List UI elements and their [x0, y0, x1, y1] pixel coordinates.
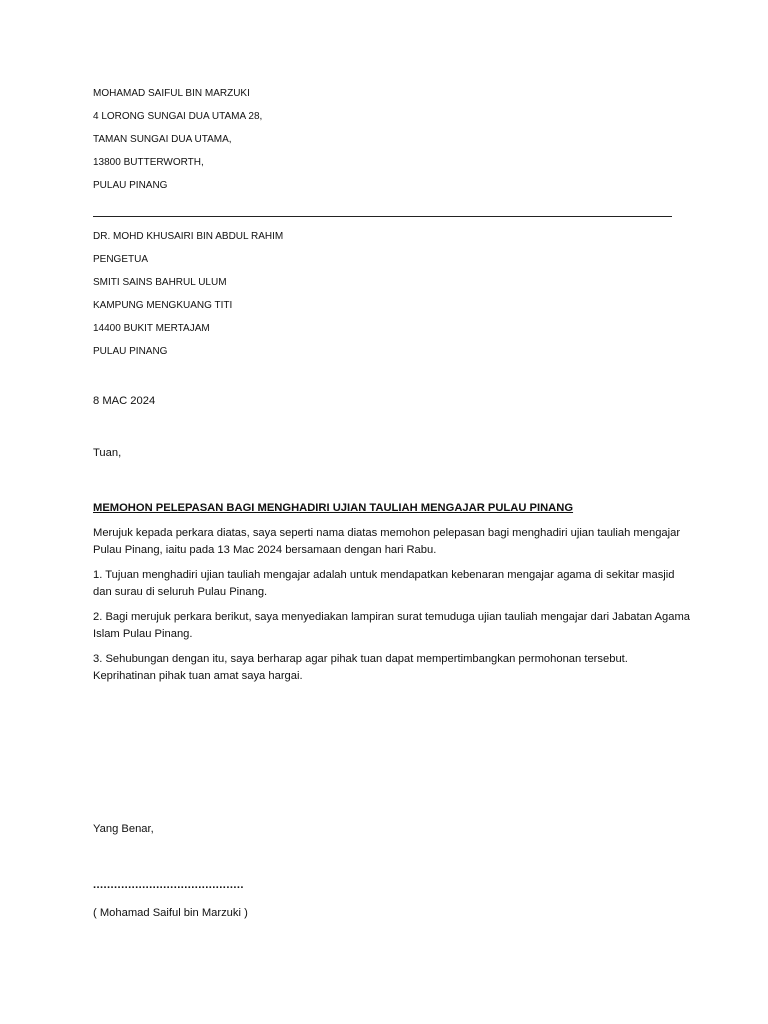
letter-date: 8 MAC 2024 [93, 395, 156, 407]
recipient-address-line-3: 14400 BUKIT MERTAJAM [93, 323, 210, 334]
body-paragraph-1: 1. Tujuan menghadiri ujian tauliah mengajar adalah untuk mendapatkan kebenaran mengajar agama di sekitar masjid dan surau di seluruh Pulau Pinang. [93, 569, 675, 598]
letter-subject: MEMOHON PELEPASAN BAGI MENGHADIRI UJIAN TAULIAH MENGAJAR PULAU PINANG [93, 502, 574, 514]
body-paragraph-3: 3. Sehubungan dengan itu, saya berharap agar pihak tuan dapat mempertimbangkan permohonan tersebut. Keprihatinan pihak tuan amat saya hargai. [93, 653, 628, 682]
signature-name: ( Mohamad Saiful bin Marzuki ) [93, 907, 248, 919]
sender-name: MOHAMAD SAIFUL BIN MARZUKI [93, 88, 250, 99]
closing-phrase: Yang Benar, [93, 823, 154, 835]
sender-address-line-2: TAMAN SUNGAI DUA UTAMA, [93, 134, 232, 145]
recipient-name: DR. MOHD KHUSAIRI BIN ABDUL RAHIM [93, 231, 284, 242]
sender-address-line-1: 4 LORONG SUNGAI DUA UTAMA 28, [93, 111, 263, 122]
sender-address-line-4: PULAU PINANG [93, 180, 168, 191]
signature-line: ........................................... [93, 879, 244, 891]
body-paragraph-intro: Merujuk kepada perkara diatas, saya seperti nama diatas memohon pelepasan bagi menghadiri ujian tauliah mengajar Pulau Pinang, iaitu pada 13 Mac 2024 bersamaan dengan hari Rabu. [93, 527, 681, 556]
recipient-title: PENGETUA [93, 254, 149, 265]
body-paragraph-2: 2. Bagi merujuk perkara berikut, saya menyediakan lampiran surat temuduga ujian tauliah mengajar dari Jabatan Agama Islam Pulau Pinang. [93, 611, 691, 640]
salutation: Tuan, [93, 447, 122, 459]
header-divider [93, 216, 672, 217]
recipient-address-line-2: KAMPUNG MENGKUANG TITI [93, 300, 233, 311]
recipient-address-line-4: PULAU PINANG [93, 346, 168, 357]
recipient-address-line-1: SMITI SAINS BAHRUL ULUM [93, 277, 227, 288]
sender-address-line-3: 13800 BUTTERWORTH, [93, 157, 204, 168]
